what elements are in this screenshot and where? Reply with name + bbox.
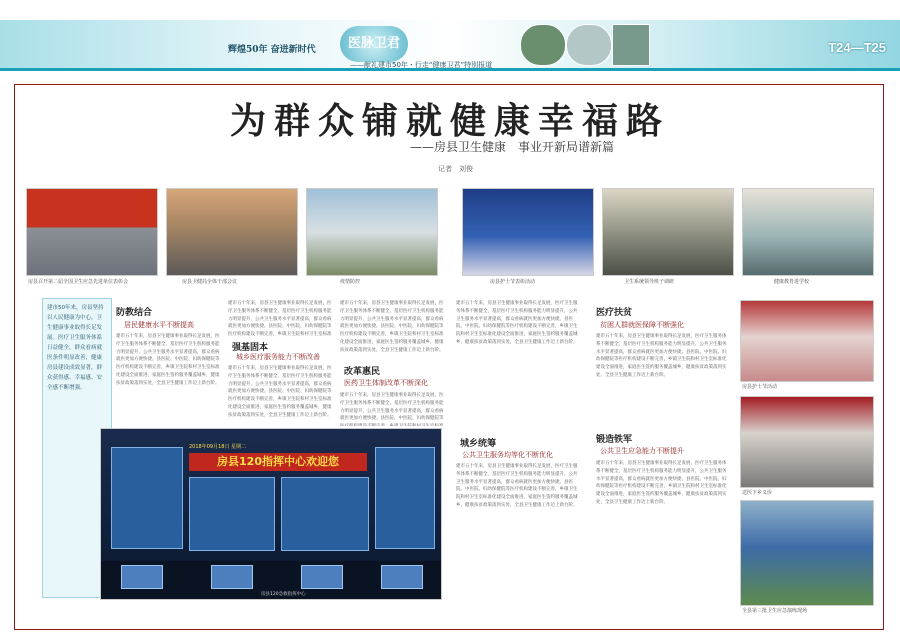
photo-conference (166, 188, 298, 276)
photo-caption: 房县卫健局全体干部会议 (182, 279, 238, 285)
photo-school (742, 188, 874, 276)
header-photo (612, 24, 650, 66)
photo-caption: 房县护士节表彰活动 (490, 279, 536, 285)
body-column (596, 460, 730, 604)
photo-caption: 房县召开第二届全国卫生应急先进单位表彰会 (28, 279, 129, 285)
body-column (340, 392, 444, 426)
body-column (228, 300, 332, 338)
photo-caption: 卫生系统领导班子调研 (624, 279, 675, 285)
display-screen (375, 447, 435, 549)
body-column (596, 333, 730, 425)
section-title: 防教结合 (116, 308, 153, 318)
section-title: 强基固本 (232, 343, 269, 353)
photo-caption: 送医下乡义诊 (742, 490, 773, 496)
photo-epidemic (306, 188, 438, 276)
photo-caption: 健康教育进学校 (774, 279, 810, 285)
page-numbers: T24—T25 (828, 40, 886, 55)
byline: 记者 刘俊 (438, 165, 473, 173)
display-screen (189, 477, 275, 551)
section-title: 城乡统筹 (460, 439, 497, 449)
desk-monitor (211, 565, 253, 589)
section-title: 医疗扶贫 (596, 308, 633, 318)
body-paragraph: 建市五十年来，房县卫生健康事业取得长足发展，医疗卫生服务体系不断健全，基层医疗卫生机构服务能力明显提升，公共卫生服务水平显著提高，群众看病就医更加方便快捷。县医院、中医院、妇幼保健院等医疗机构建设不断完善，乡镇卫生院和村卫生室标准化建设全面推进，家庭医生签约服务覆盖城乡，健康扶贫政策落到实处，全县卫生健康工作迈上新台阶。 (456, 301, 578, 345)
body-paragraph: 建市五十年来，房县卫生健康事业取得长足发展，医疗卫生服务体系不断健全，基层医疗卫生机构服务能力明显提升，公共卫生服务水平显著提高，群众看病就医更加方便快捷。县医院、中医院、妇幼保健院等医疗机构建设不断完善，乡镇卫生院和村卫生室标准化建设全面推进，家庭医生签约服务覆盖城乡，健康扶贫政策落到实处，全县卫生健康工作迈上新台阶。 (596, 461, 727, 505)
body-paragraph: 建市五十年来，房县卫生健康事业取得长足发展，医疗卫生服务体系不断健全，基层医疗卫生机构服务能力明显提升，公共卫生服务水平显著提高，群众看病就医更加方便快捷。县医院、中医院、妇幼保健院等 (340, 393, 444, 422)
photo-nurse-day (740, 300, 874, 382)
column-subtitle: ——献礼建市50年・行走“健康卫君”特别报道 (350, 61, 493, 69)
page-header (0, 20, 900, 71)
photo-caption: 疫情防控 (340, 279, 361, 285)
photo-drill (740, 500, 874, 606)
body-paragraph: 建市五十年来，房县卫生健康事业取得长足发展，医疗卫生服务体系不断健全，基层医疗卫生机构服务能力明显提升，公共卫生服务水平显著提高，群众看病就医更加方便快捷。县医院、中医院、妇幼保健院等医疗机构建设不断完善，乡镇卫生院和村卫生室标准化建设全面推进，家庭医生签约服务覆盖城乡，健康扶贫政策落到实处，全县卫生健康工作迈上新台阶。 (228, 366, 332, 418)
desk-monitor (301, 565, 343, 589)
photo-clinic (740, 396, 874, 488)
photo-caption: 房县护士节活动 (742, 384, 778, 390)
photo-caption: 房县120急救指挥中心 (261, 592, 306, 597)
desk-monitor (121, 565, 163, 589)
body-column (340, 300, 444, 358)
header-slogan: 辉煌50年 奋进新时代 (228, 45, 316, 55)
section-subtitle: 公共卫生服务均等化不断优化 (462, 451, 553, 459)
article-subtitle: ——房县卫生健康 事业开新局谱新篇 (410, 140, 615, 154)
photo-caption: 全县第三批卫生应急演练现场 (742, 608, 808, 614)
body-column (116, 333, 220, 425)
header-photo (566, 24, 612, 66)
display-screen (111, 447, 183, 549)
body-column (228, 365, 332, 425)
photo-meeting (26, 188, 158, 276)
display-screen (281, 477, 369, 551)
section-subtitle: 居民健康水平不断提高 (124, 321, 194, 329)
photo-120-command-center (100, 428, 442, 600)
column-logo: 医脉卫君 (340, 26, 408, 62)
body-paragraph: 建市五十年来，房县卫生健康事业取得长足发展，医疗卫生服务体系不断健全，基层医疗卫生机构服务能力明显提升，公共卫生服务水平显著提高，群众看病就医更加方便快捷。县医院、中医院、妇幼保健院等医疗机构建设不断完善，乡镇卫生院和村卫生室标准化建设全面推进，家庭医生签约服务覆盖城乡，健康扶贫政策落到实处，全县卫生健康工作迈上新台阶。 (456, 464, 578, 508)
photo-research (602, 188, 734, 276)
header-photo (520, 24, 566, 66)
section-title: 锻造铁军 (596, 435, 633, 445)
desk-monitor (381, 565, 423, 589)
screen-date: 2018年09月18日 星期二 (189, 444, 247, 450)
intro-sidebar: 建市50年来，房县坚持以人民健康为中心，卫生健康事业取得长足发展。医疗卫生服务体系日益健全，群众看病就医条件明显改善，健康房县建设成效显著，群众获得感、幸福感、安全感不断增强。 (42, 298, 112, 598)
welcome-banner: 房县120指挥中心欢迎您 (189, 453, 367, 471)
body-paragraph: 建市五十年来，房县卫生健康事业取得长足发展，医疗卫生服务体系不断健全，基层医疗卫生机构服务能力明显提升，公共卫生服务水平显著提高，群众看病就医更加方便快捷。县医院、中医院、妇幼保健院等医疗机构建设不断完善，乡镇卫生院和村卫生室标准化建设全面推进，家庭医生签约服务覆盖城乡，健康扶贫政策落到实处，全县卫生健康工作迈上新台阶。 (596, 334, 727, 378)
body-paragraph: 建市五十年来，房县卫生健康事业取得长足发展，医疗卫生服务体系不断健全，基层医疗卫生机构服务能力明显提升，公共卫生服务水平显著提高，群众看病就医更加方便快捷。县医院、中医院、妇幼保健院等医疗机构建设不断完善，乡镇卫生院和村卫生室标准化建设全面推进，家庭医生签约服务覆盖城乡，健康扶贫政策落到实处，全县卫生健康工作迈上新台阶。 (340, 301, 444, 353)
body-column (456, 300, 580, 426)
section-subtitle: 城乡医疗服务能力不断改善 (236, 353, 320, 361)
body-paragraph: 建市五十年来，房县卫生健康事业取得长足发展，医疗卫生服务体系不断健全，基层医疗卫生机构服务能力明显提升，公共卫生服务水平显著提高，群众看病就医更加方便快捷。县医院、中医院、妇幼保健院等医疗机构建设不断完善，乡镇卫生院和村卫生室标准 (228, 301, 332, 338)
section-subtitle: 医药卫生体制改革不断深化 (344, 379, 428, 387)
section-title: 改革惠民 (344, 367, 381, 377)
article-title: 为群众铺就健康幸福路 (229, 100, 670, 142)
section-subtitle: 公共卫生应急能力不断提升 (600, 447, 684, 455)
section-subtitle: 贫困人群就医保障不断强化 (600, 321, 684, 329)
body-column (456, 463, 580, 603)
photo-nurses (462, 188, 594, 276)
body-paragraph: 建市五十年来，房县卫生健康事业取得长足发展，医疗卫生服务体系不断健全，基层医疗卫生机构服务能力明显提升，公共卫生服务水平显著提高，群众看病就医更加方便快捷。县医院、中医院、妇幼保健院等医疗机构建设不断完善，乡镇卫生院和村卫生室标准化建设全面推进，家庭医生签约服务覆盖城乡，健康扶贫政策落到实处，全县卫生健康工作迈上新台阶。 (116, 334, 220, 386)
